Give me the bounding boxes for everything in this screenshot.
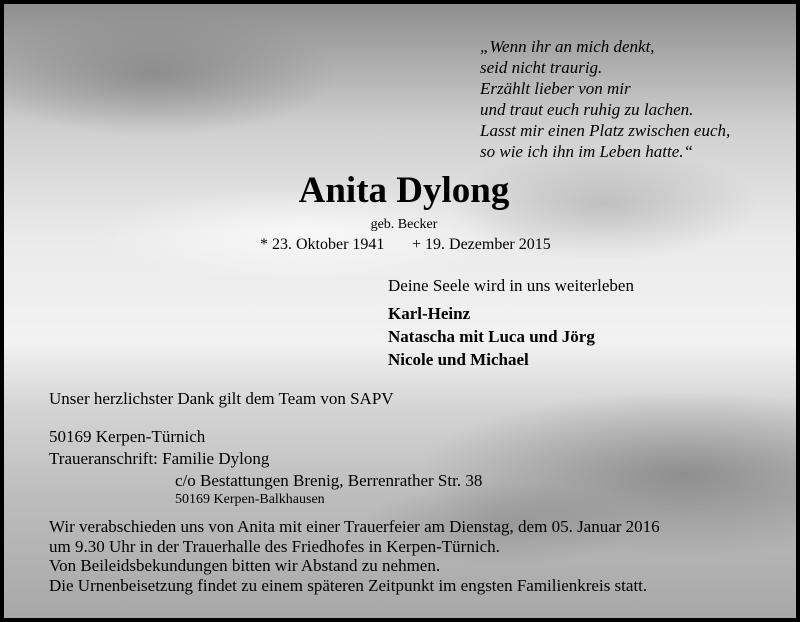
mourners-list <box>388 302 595 371</box>
notice-line: um 9.30 Uhr in der Trauerhalle des Friedhofes in Kerpen-Türnich. <box>49 536 500 556</box>
quote-line: Erzählt lieber von mir <box>480 79 631 98</box>
notice-line: Von Beileidsbekundungen bitten wir Abstand zu nehmen. <box>49 556 441 576</box>
quote-line: und traut euch ruhig zu lachen. <box>480 100 694 119</box>
quote-line: „Wenn ihr an mich denkt, <box>480 37 655 56</box>
thanks-line: Unser herzlichster Dank gilt dem Team von SAPV <box>49 389 394 408</box>
memorial-quote <box>480 36 730 162</box>
quote-line: Lasst mir einen Platz zwischen euch, <box>480 121 731 140</box>
mourning-address: Traueranschrift: Familie Dylong <box>49 449 270 468</box>
quote-line: so wie ich ihn im Leben hatte.“ <box>480 142 693 161</box>
notice-line: Die Urnenbeisetzung findet zu einem späteren Zeitpunkt im engsten Familienkreis statt. <box>49 575 648 595</box>
death-date: + 19. Dezember 2015 <box>412 236 551 253</box>
maiden-name: geb. Becker <box>370 217 438 232</box>
mourner-name: Natascha mit Luca und Jörg <box>388 327 595 346</box>
city-line: 50169 Kerpen-Türnich <box>49 427 206 446</box>
notice-line: Wir verabschieden uns von Anita mit einer Trauerfeier am Dienstag, dem 05. Januar 2016 <box>49 517 660 536</box>
postal-address: 50169 Kerpen-Balkhausen <box>175 492 325 507</box>
birth-date: * 23. Oktober 1941 <box>260 236 385 253</box>
deceased-name: Anita Dylong <box>298 170 510 211</box>
mourner-name: Karl-Heinz <box>388 304 471 323</box>
mourner-name: Nicole und Michael <box>388 350 529 369</box>
quote-line: seid nicht traurig. <box>480 58 603 77</box>
care-of-address: c/o Bestattungen Brenig, Berrenrather Str. 38 <box>175 471 483 490</box>
mourners-intro: Deine Seele wird in uns weiterleben <box>388 276 634 295</box>
ceremony-notice <box>49 517 660 595</box>
